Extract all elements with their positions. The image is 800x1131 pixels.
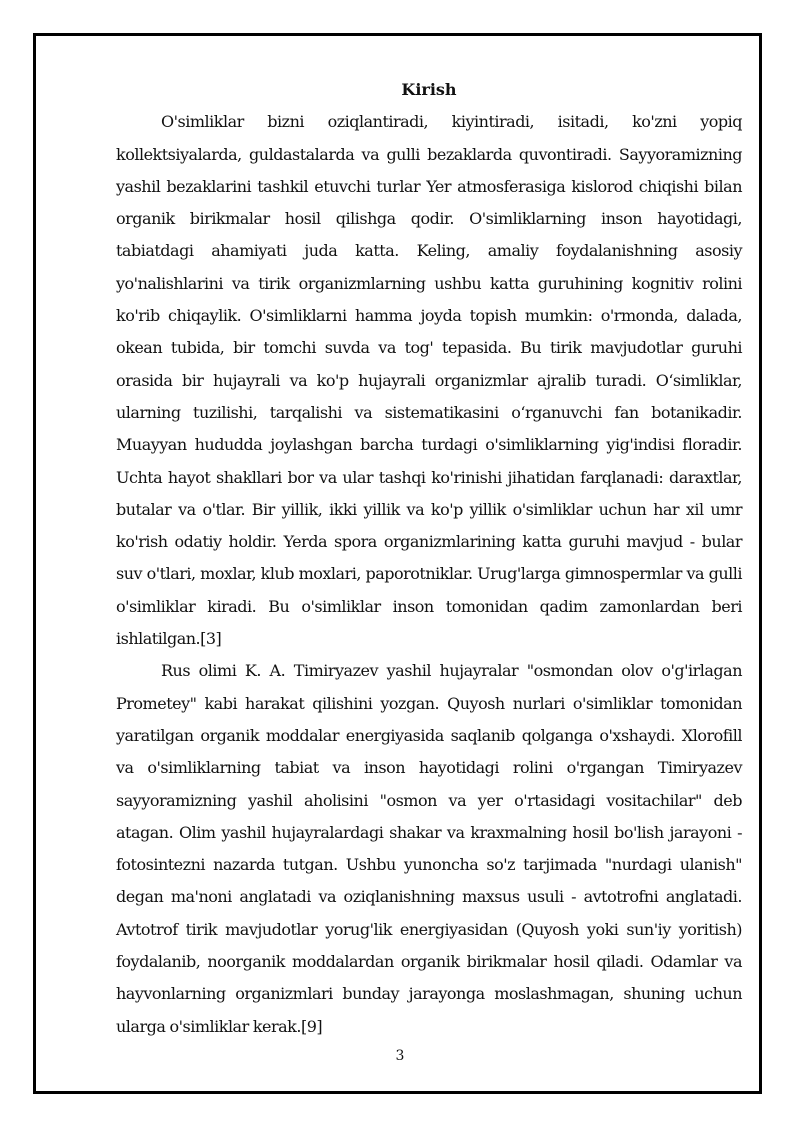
paragraph-2: Rus olimi K. A. Timiryazev yashil hujayralar "osmondan olov o'g'irlagan Prometey" kabi harakat qilishini yozgan. Quyosh nurlari o'simliklar tomonidan yaratilgan organik moddalar energiyasida saqlanib qolganga o'xshaydi. Xlorofill va o'simliklarning tabiat va inson hayotidagi rolini o'rgangan Timiryazev sayyoramizning yashil aholisini "osmon va yer o'rtasidagi vositachilar" deb atagan. Olim yashil hujayralardagi shakar va kraxmalning hosil bo'lish jarayoni - fotosintezni nazarda tutgan. Ushbu yunoncha so'z tarjimada "nurdagi ulanish" degan ma'noni anglatadi va oziqlanishning maxsus usuli - avtotrofni anglatadi. Avtotrof tirik mavjudotlar yorug'lik energiyasidan (Quyosh yoki sun'iy yoritish) foydalanib, noorganik moddalardan organik birikmalar hosil qiladi. Odamlar va hayvonlarning organizmlari bunday jarayonga moslashmagan, shuning uchun ularga o'simliklar kerak.[9]: [116, 661, 742, 1036]
paragraph-1: O'simliklar bizni oziqlantiradi, kiyintiradi, isitadi, ko'zni yopiq kollektsiyalarda, guldastalarda va gulli bezaklarda quvontiradi. Sayyoramizning yashil bezaklarini tashkil etuvchi turlar Yer atmosferasiga kislorod chiqishi bilan organik birikmalar hosil qilishga qodir. O'simliklarning inson hayotidagi, tabiatdagi ahamiyati juda katta. Keling, amaliy foydalanishning asosiy yo'nalishlarini va tirik organizmlarning ushbu katta guruhining kognitiv rolini ko'rib chiqaylik. O'simliklarni hamma joyda topish mumkin: o'rmonda, dalada, okean tubida, bir tomchi suvda va tog' tepasida. Bu tirik mavjudotlar guruhi orasida bir hujayrali va ko'p hujayrali organizmlar ajralib turadi. O‘simliklar, ularning tuzilishi, tarqalishi va sistematikasini o‘rganuvchi fan botanikadir. Muayyan hududda joylashgan barcha turdagi o'simliklarning yig'indisi floradir. Uchta hayot shakllari bor va ular tashqi ko'rinishi jihatidan farqlanadi: daraxtlar, butalar va o'tlar. Bir yillik, ikki yillik va ko'p yillik o'simliklar uchun har xil umr ko'rish odatiy holdir. Yerda spora organizmlarining katta guruhi mavjud - bular suv o'tlari, moxlar, klub moxlari, paporotniklar. Urug'larga gimnospermlar va gulli o'simliklar kiradi. Bu o'simliklar inson tomonidan qadim zamonlardan beri ishlatilgan.[3]: [116, 112, 742, 649]
document-body: [116, 74, 742, 1043]
page-number: 3: [395, 1048, 405, 1064]
page-title: Kirish: [401, 80, 457, 99]
